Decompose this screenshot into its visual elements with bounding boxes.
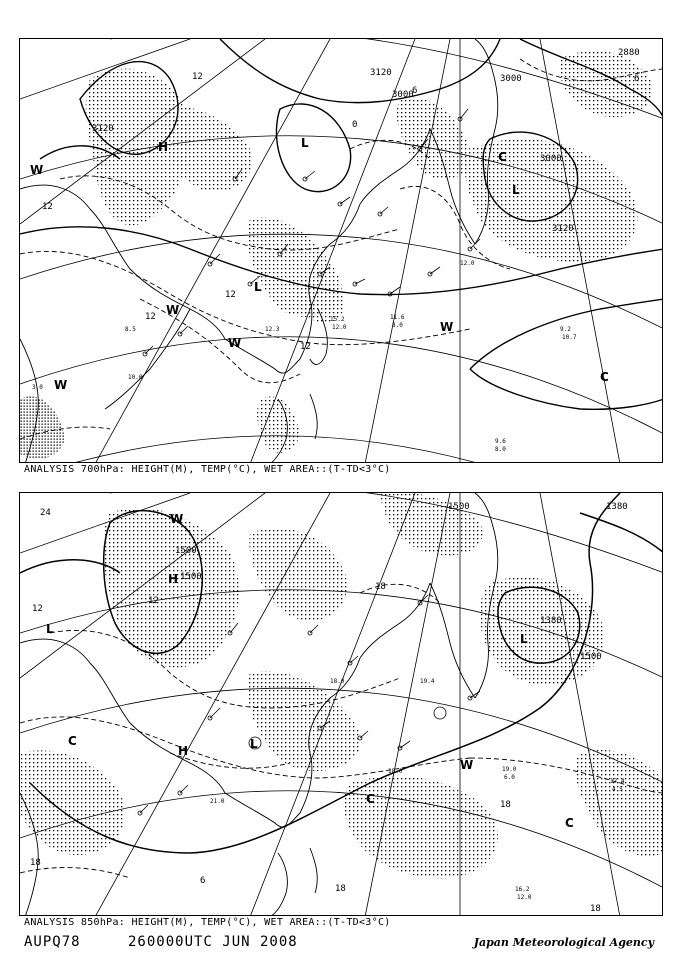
- station-value: 3.0: [32, 384, 43, 391]
- height-label: 3120: [92, 124, 114, 134]
- valid-time: 260000UTC JUN 2008: [128, 934, 298, 950]
- map-panel-850hpa: [19, 492, 663, 916]
- map-panel-700hpa: [19, 38, 663, 463]
- low-marker: L: [301, 136, 309, 150]
- high-marker: H: [178, 744, 189, 758]
- station-value: 12.0: [517, 894, 532, 901]
- station-value: 8.0: [495, 446, 506, 453]
- station-value: 6.0: [504, 774, 515, 781]
- height-label: 1380: [606, 502, 628, 512]
- wet-areas-700: [20, 51, 653, 459]
- low-marker: L: [512, 183, 520, 197]
- warm-marker: W: [170, 512, 184, 526]
- height-label: 3120: [370, 68, 392, 78]
- height-label: 3000: [392, 90, 414, 100]
- station-value: 12.0: [332, 324, 347, 331]
- warm-marker: W: [30, 163, 44, 177]
- height-label: 2880: [618, 48, 640, 58]
- warm-marker: W: [166, 303, 180, 317]
- station-value: 8.5: [125, 326, 136, 333]
- height-label: 1500: [448, 502, 470, 512]
- warm-marker: W: [228, 336, 242, 350]
- station-value: 18.0: [388, 768, 403, 775]
- temp-label: 0: [352, 120, 358, 130]
- warm-marker: W: [460, 758, 474, 772]
- height-label: 1500: [180, 572, 202, 582]
- high-marker: H: [168, 572, 179, 586]
- temp-label: 12: [42, 202, 53, 212]
- cold-marker: C: [600, 370, 609, 384]
- map-850hpa-svg: [20, 493, 663, 916]
- station-value: 10.0: [128, 374, 143, 381]
- station-value: 15.2: [330, 316, 345, 323]
- station-value: 12.0: [460, 260, 475, 267]
- warm-marker: W: [440, 320, 454, 334]
- temp-label: 18: [30, 858, 41, 868]
- station-value: 17.4: [610, 778, 625, 785]
- temp-label: 18: [500, 800, 511, 810]
- cold-marker: C: [68, 734, 77, 748]
- cold-marker: C: [565, 816, 574, 830]
- height-label: 3000: [500, 74, 522, 84]
- temp-label: 6: [634, 74, 640, 84]
- station-value: 9.6: [495, 438, 506, 445]
- temp-label: 18: [590, 904, 601, 914]
- warm-marker: W: [54, 378, 68, 392]
- station-value: 19.4: [420, 678, 435, 685]
- temp-label: 12: [192, 72, 203, 82]
- cold-marker: C: [498, 150, 507, 164]
- temp-label: 12: [300, 342, 311, 352]
- low-marker: L: [520, 632, 528, 646]
- temp-label: 24: [40, 508, 51, 518]
- height-label: 1500: [175, 546, 197, 556]
- station-value: 10.7: [562, 334, 577, 341]
- temp-label: 18: [335, 884, 346, 894]
- height-label: 1500: [580, 652, 602, 662]
- temp-label: 12: [145, 312, 156, 322]
- map-700hpa-svg: [20, 39, 663, 463]
- station-value: 16.2: [515, 886, 530, 893]
- temp-label: 12: [225, 290, 236, 300]
- height-label: 1380: [540, 616, 562, 626]
- caption-700hpa: ANALYSIS 700hPa: HEIGHT(M), TEMP(°C), WET AREA::(T-TD<3°C): [24, 464, 391, 475]
- chart-code: AUPQ78: [24, 934, 81, 950]
- caption-850hpa: ANALYSIS 850hPa: HEIGHT(M), TEMP(°C), WET AREA::(T-TD<3°C): [24, 917, 391, 928]
- height-label: 3000: [540, 154, 562, 164]
- low-marker: L: [254, 280, 262, 294]
- temp-label: 6: [412, 86, 418, 96]
- temp-label: 12: [148, 596, 159, 606]
- agency-name: Japan Meteorological Agency: [473, 936, 654, 949]
- station-value: 21.0: [210, 798, 225, 805]
- temp-label: 18: [375, 582, 386, 592]
- station-value: 8.0: [392, 322, 403, 329]
- station-value: 4.5: [612, 786, 623, 793]
- temp-label: 12: [32, 604, 43, 614]
- cold-marker: C: [366, 792, 375, 806]
- height-label: 3120: [552, 224, 574, 234]
- low-marker: L: [250, 737, 258, 751]
- station-value: 11.6: [390, 314, 405, 321]
- station-value: 12.3: [265, 326, 280, 333]
- station-value: 18.0: [330, 678, 345, 685]
- temp-label: 6: [200, 876, 206, 886]
- station-value: 9.2: [560, 326, 571, 333]
- low-marker: L: [46, 622, 54, 636]
- station-value: 19.0: [502, 766, 517, 773]
- high-marker: H: [158, 140, 169, 154]
